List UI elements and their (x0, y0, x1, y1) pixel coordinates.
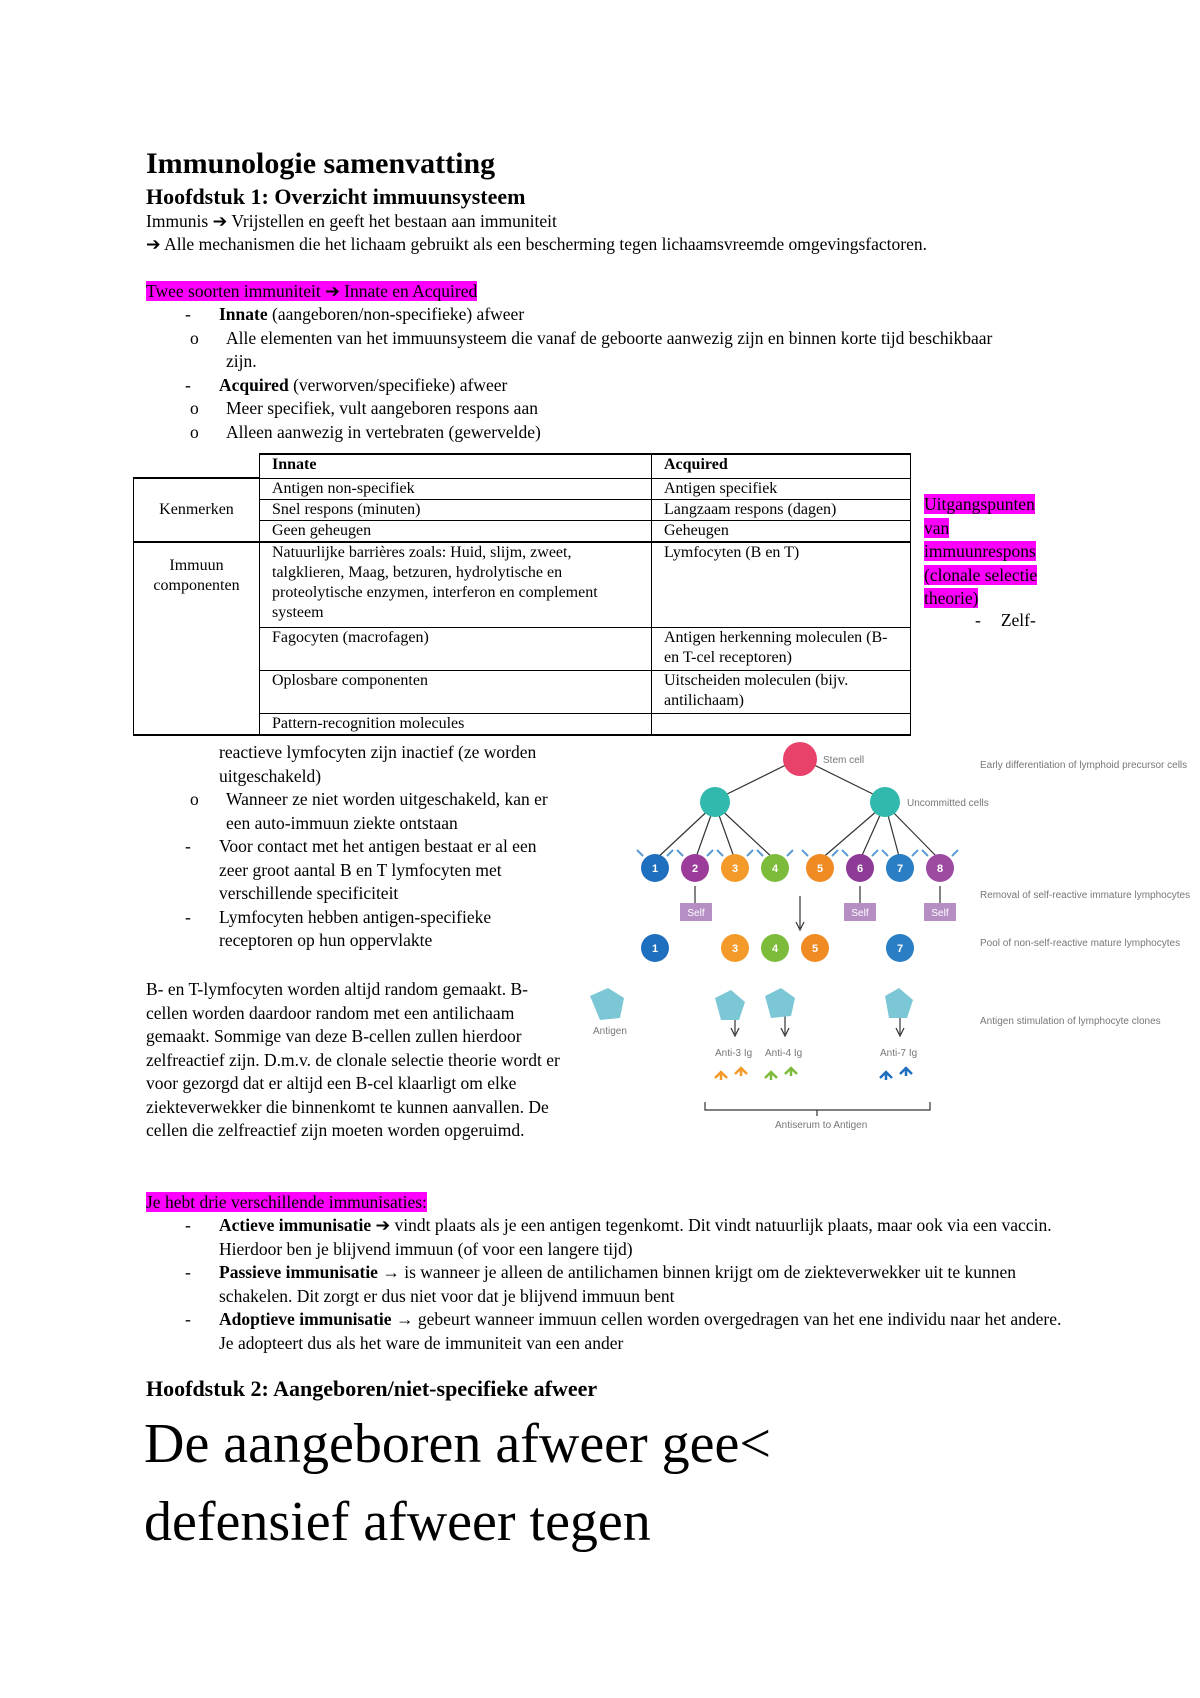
cell-5 (806, 854, 834, 882)
circle-bullet: o (190, 789, 199, 809)
innate-term: Innate (219, 304, 268, 324)
anti7-label: Anti-7 Ig (880, 1048, 918, 1059)
anti3-label: Anti-3 Ig (715, 1048, 753, 1059)
immunisaties-list (185, 1214, 1074, 1355)
types-highlight: Twee soorten immuniteit ➔ Innate en Acquired (146, 281, 478, 301)
svg-text:6: 6 (856, 863, 864, 875)
list-item (190, 788, 559, 835)
pool-cell-1 (641, 934, 669, 962)
svg-text:Self: Self (851, 908, 869, 919)
innate-acquired-table (133, 453, 911, 736)
list-item-adoptieve (185, 1308, 1074, 1355)
svg-text:Self: Self (931, 908, 949, 919)
list-item-acquired (185, 374, 1039, 398)
clonal-list (185, 741, 559, 953)
clonal-selection-figure (585, 738, 1191, 1150)
svg-text:5: 5 (816, 863, 824, 875)
header-innate: Innate (260, 454, 652, 478)
list-item (185, 906, 559, 953)
antibody-icons (715, 1068, 912, 1080)
types-list (185, 303, 1039, 444)
circle-bullet: o (190, 327, 199, 348)
large-text-line-1: De aangeboren afweer gee< (144, 1413, 771, 1475)
list-item-acquired-sub-1 (190, 397, 1039, 421)
actieve-text: ➔ vindt plaats als je een antigen tegenkomt. Dit vindt natuurlijk plaats, maar ook via een vaccin. Hierdoor ben je blijvend immuun (of voor een langere tijd) (219, 1215, 1052, 1259)
passieve-text: → is wanneer je alleen de antilichamen binnen krijgt om de ziekteverwekker uit te kunnen schakelen. Dit zorgt er dus niet voor dat je blijvend immuun bent (219, 1262, 1016, 1306)
self-box (924, 903, 956, 921)
adoptieve-text: → gebeurt wanneer immuun cellen worden overgedragen van het ene individu naar het andere. Je adopteert dus als het ware de immuniteit van een ander (219, 1309, 1062, 1353)
immunisaties-highlight: Je hebt drie verschillende immunisaties: (146, 1192, 427, 1212)
list-item (185, 835, 559, 906)
cell-4 (761, 854, 789, 882)
dash-bullet: - (185, 906, 191, 927)
clonal-text: Voor contact met het antigen bestaat er al een zeer groot aantal B en T lymfocyten met verschillende specificiteit (219, 836, 537, 903)
circle-bullet: o (190, 421, 199, 442)
adoptieve-term: Adoptieve immunisatie (219, 1309, 392, 1329)
table-cell: Antigen non-specifiek (260, 478, 652, 499)
large-text-line-2: defensief afweer tegen (144, 1491, 651, 1553)
acquired-description: (verworven/specifieke) afweer (288, 374, 508, 395)
side-note (924, 493, 1064, 611)
innate-description: (aangeboren/non-specifieke) afweer (267, 304, 525, 324)
svg-text:3: 3 (731, 863, 739, 875)
table-cell (652, 714, 911, 736)
self-box (680, 903, 712, 921)
table-cell: Lymfocyten (B en T) (652, 542, 911, 628)
clonal-continuation: reactieve lymfocyten zijn inactief (ze worden uitgeschakeld) (219, 742, 537, 786)
svg-text:1: 1 (651, 943, 659, 955)
table-cell: Oplosbare componenten (260, 671, 652, 714)
pool-cell-3 (721, 934, 749, 962)
actieve-term: Actieve immunisatie (219, 1215, 372, 1235)
table-row (134, 542, 911, 628)
table-cell: Natuurlijke barrières zoals: Huid, slijm, zweet, talgklieren, Maag, betzuren, hydrolytische en proteolytische enzymen, interferon en complement systeem (260, 542, 652, 628)
table-corner (134, 454, 260, 478)
svg-text:1: 1 (651, 863, 659, 875)
cell-1 (641, 854, 669, 882)
table-cell: Snel respons (minuten) (260, 499, 652, 520)
page-title: Immunologie samenvatting (146, 147, 496, 180)
dash-bullet: - (185, 374, 191, 395)
svg-text:8: 8 (936, 863, 944, 875)
svg-text:7: 7 (896, 863, 904, 875)
antiserum-label: Antiserum to Antigen (775, 1120, 868, 1131)
side-highlight: Uitgangspunten van immuunrespons (clonale selectie theorie) (924, 494, 1038, 608)
antigen-label: Antigen (593, 1026, 627, 1037)
uncommitted-cell (700, 787, 730, 817)
pool-label: Pool of non-self-reactive mature lymphocytes (980, 938, 1181, 949)
acquired-sub-text-1: Meer specifiek, vult aangeboren respons aan (226, 398, 538, 418)
early-label: Early differentiation of lymphoid precursor cells (980, 760, 1188, 771)
table-cell: Pattern-recognition molecules (260, 714, 652, 736)
pool-cell-5 (801, 934, 829, 962)
header-acquired: Acquired (652, 454, 911, 478)
dash-bullet: - (185, 304, 191, 324)
svg-text:4: 4 (771, 863, 779, 875)
passieve-term: Passieve immunisatie (219, 1262, 378, 1282)
dash-bullet: - (185, 836, 191, 856)
immunisaties-heading (146, 1191, 427, 1215)
list-item-passieve (185, 1261, 1074, 1308)
cell-6 (846, 854, 874, 882)
table-cell: Antigen specifiek (652, 478, 911, 499)
acquired-sub-text-2: Alleen aanwezig in vertebraten (gewervelde) (226, 421, 541, 442)
dash-bullet: - (975, 610, 981, 630)
table-cell: Geen geheugen (260, 520, 652, 542)
svg-text:7: 7 (896, 943, 904, 955)
stem-label: Stem cell (823, 755, 865, 766)
self-box (844, 903, 876, 921)
svg-text:2: 2 (691, 863, 699, 875)
chapter-2-heading: Hoofdstuk 2: Aangeboren/niet-specifieke afweer (146, 1376, 598, 1401)
row-label-componenten (134, 542, 260, 736)
table-cell: Langzaam respons (dagen) (652, 499, 911, 520)
removal-label: Removal of self-reactive immature lymphocytes (980, 890, 1191, 901)
table-cell: Uitscheiden moleculen (bijv. antilichaam) (652, 671, 911, 714)
uncommitted-label: Uncommitted cells (907, 798, 989, 809)
list-item-acquired-sub-2 (190, 421, 1039, 445)
dash-bullet: - (185, 1262, 191, 1282)
clonal-text: Lymfocyten hebben antigen-specifieke receptoren op hun oppervlakte (219, 906, 492, 950)
row-label-componenten-text: Immuun componenten (153, 557, 240, 595)
svg-text:3: 3 (731, 943, 739, 955)
chapter-1-heading: Hoofdstuk 1: Overzicht immuunsysteem (146, 184, 526, 209)
cell-7 (886, 854, 914, 882)
svg-text:5: 5 (811, 943, 819, 955)
uncommitted-cell (870, 787, 900, 817)
cell-3 (721, 854, 749, 882)
stimulation-label: Antigen stimulation of lymphocyte clones (980, 1016, 1161, 1027)
circle-bullet: o (190, 398, 199, 418)
immunity-definition: ➔ Alle mechanismen die het lichaam gebruikt als een bescherming tegen lichaamsvreemde omgevingsfactoren. (146, 234, 927, 254)
table-header-row (134, 454, 911, 478)
list-item-actieve (185, 1214, 1074, 1261)
stem-cell (783, 742, 817, 776)
table-cell: Antigen herkenning moleculen (B- en T-cel receptoren) (652, 628, 911, 671)
immunis-definition: Immunis ➔ Vrijstellen en geeft het bestaan aan immuniteit (146, 211, 557, 231)
table-cell: Fagocyten (macrofagen) (260, 628, 652, 671)
pool-cell-4 (761, 934, 789, 962)
side-item-text: Zelf- (1000, 610, 1036, 630)
list-item-innate-sub (190, 327, 1026, 374)
clonal-sub-text: Wanneer ze niet worden uitgeschakeld, kan er een auto-immuun ziekte ontstaan (226, 789, 548, 833)
cell-2 (681, 854, 709, 882)
anti4-label: Anti-4 Ig (765, 1048, 803, 1059)
types-heading (146, 280, 477, 304)
dash-bullet: - (185, 1309, 191, 1329)
side-item (975, 609, 1036, 633)
acquired-term: Acquired (219, 374, 289, 395)
antigen-shapes (590, 988, 913, 1020)
table-cell: Geheugen (652, 520, 911, 542)
svg-text:Self: Self (687, 908, 705, 919)
cell-8 (926, 854, 954, 882)
svg-text:4: 4 (771, 943, 779, 955)
list-item-innate (185, 303, 1039, 327)
dash-bullet: - (185, 1215, 191, 1235)
clonal-paragraph: B- en T-lymfocyten worden altijd random gemaakt. B-cellen worden daardoor random met een antilichaam gemaakt. Sommige van deze B-cellen zullen hierdoor zelfreactief zijn. D.m.v. de clonale selectie theorie wordt er voor gezorgd dat er altijd een B-cel klaarligt om elke ziekteverwekker die binnenkomt te kunnen aanvallen. De cellen die zelfreactief zijn moeten worden opgeruimd. (146, 979, 560, 1140)
row-label-kenmerken: Kenmerken (134, 478, 260, 542)
innate-sub-text: Alle elementen van het immuunsysteem die vanaf de geboorte aanwezig zijn en binnen korte tijd beschikbaar zijn. (226, 327, 993, 371)
receptor-icons (637, 850, 958, 856)
table-row (134, 478, 911, 499)
pool-cell-7 (886, 934, 914, 962)
